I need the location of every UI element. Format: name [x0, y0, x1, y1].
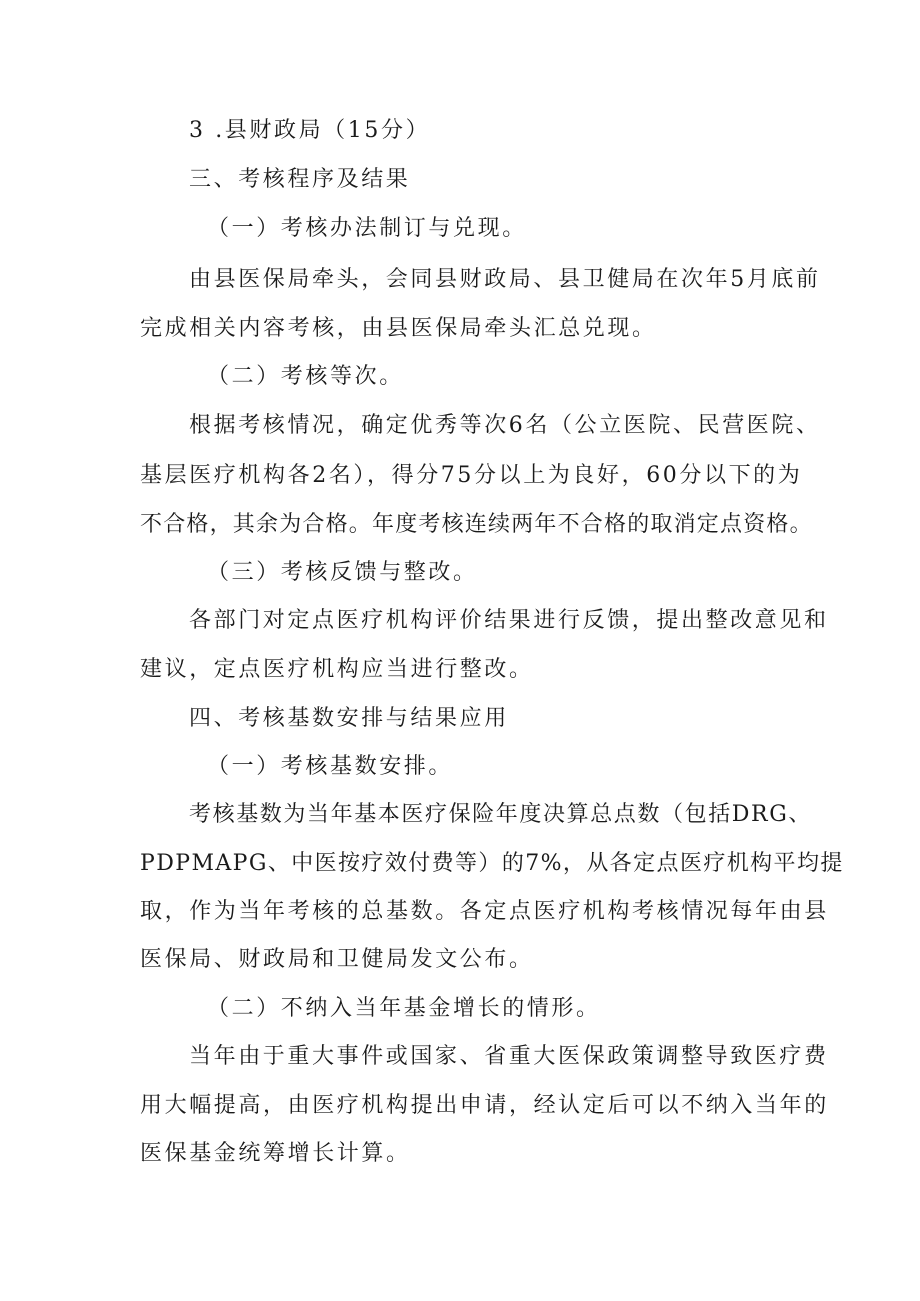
- paragraph-line: 由县医保局牵头，会同县财政局、县卫健局在次年5月底前: [189, 267, 821, 292]
- paragraph-line: 基层医疗机构各2名），得分75分以上为良好，60分以下的为: [140, 463, 803, 488]
- paragraph-line: 根据考核情况，确定优秀等次6名（公立医院、民营医院、: [189, 413, 821, 438]
- paragraph-line: 考核基数为当年基本医疗保险年度决算总点数（包括DRG、: [189, 802, 812, 827]
- subheading-4-2: （二）不纳入当年基金增长的情形。: [207, 996, 601, 1021]
- subheading-3-3: （三）考核反馈与整改。: [207, 560, 478, 585]
- paragraph-line: 医保基金统筹增长计算。: [140, 1141, 411, 1166]
- paragraph-line: 取，作为当年考核的总基数。各定点医疗机构考核情况每年由县: [140, 899, 829, 924]
- paragraph-line: PDPMAPG、中医按疗效付费等）的7%，从各定点医疗机构平均提: [140, 851, 844, 876]
- heading-item-3: 3 .县财政局（15分）: [189, 118, 431, 143]
- section-heading-3: 三、考核程序及结果: [189, 167, 411, 192]
- paragraph-line: 用大幅提高，由医疗机构提出申请，经认定后可以不纳入当年的: [140, 1093, 829, 1118]
- subheading-4-1: （一）考核基数安排。: [207, 754, 454, 779]
- paragraph-line: 医保局、财政局和卫健局发文公布。: [140, 947, 534, 972]
- paragraph-line: 当年由于重大事件或国家、省重大医保政策调整导致医疗费: [189, 1044, 829, 1069]
- subheading-3-2: （二）考核等次。: [207, 364, 404, 389]
- paragraph-line: 不合格，其余为合格。年度考核连续两年不合格的取消定点资格。: [140, 512, 813, 537]
- paragraph-line: 完成相关内容考核，由县医保局牵头汇总兑现。: [140, 316, 657, 341]
- section-heading-4: 四、考核基数安排与结果应用: [189, 706, 509, 731]
- paragraph-line: 各部门对定点医疗机构评价结果进行反馈，提出整改意见和: [189, 608, 829, 633]
- subheading-3-1: （一）考核办法制订与兑现。: [207, 216, 527, 241]
- paragraph-line: 建议，定点医疗机构应当进行整改。: [140, 657, 534, 682]
